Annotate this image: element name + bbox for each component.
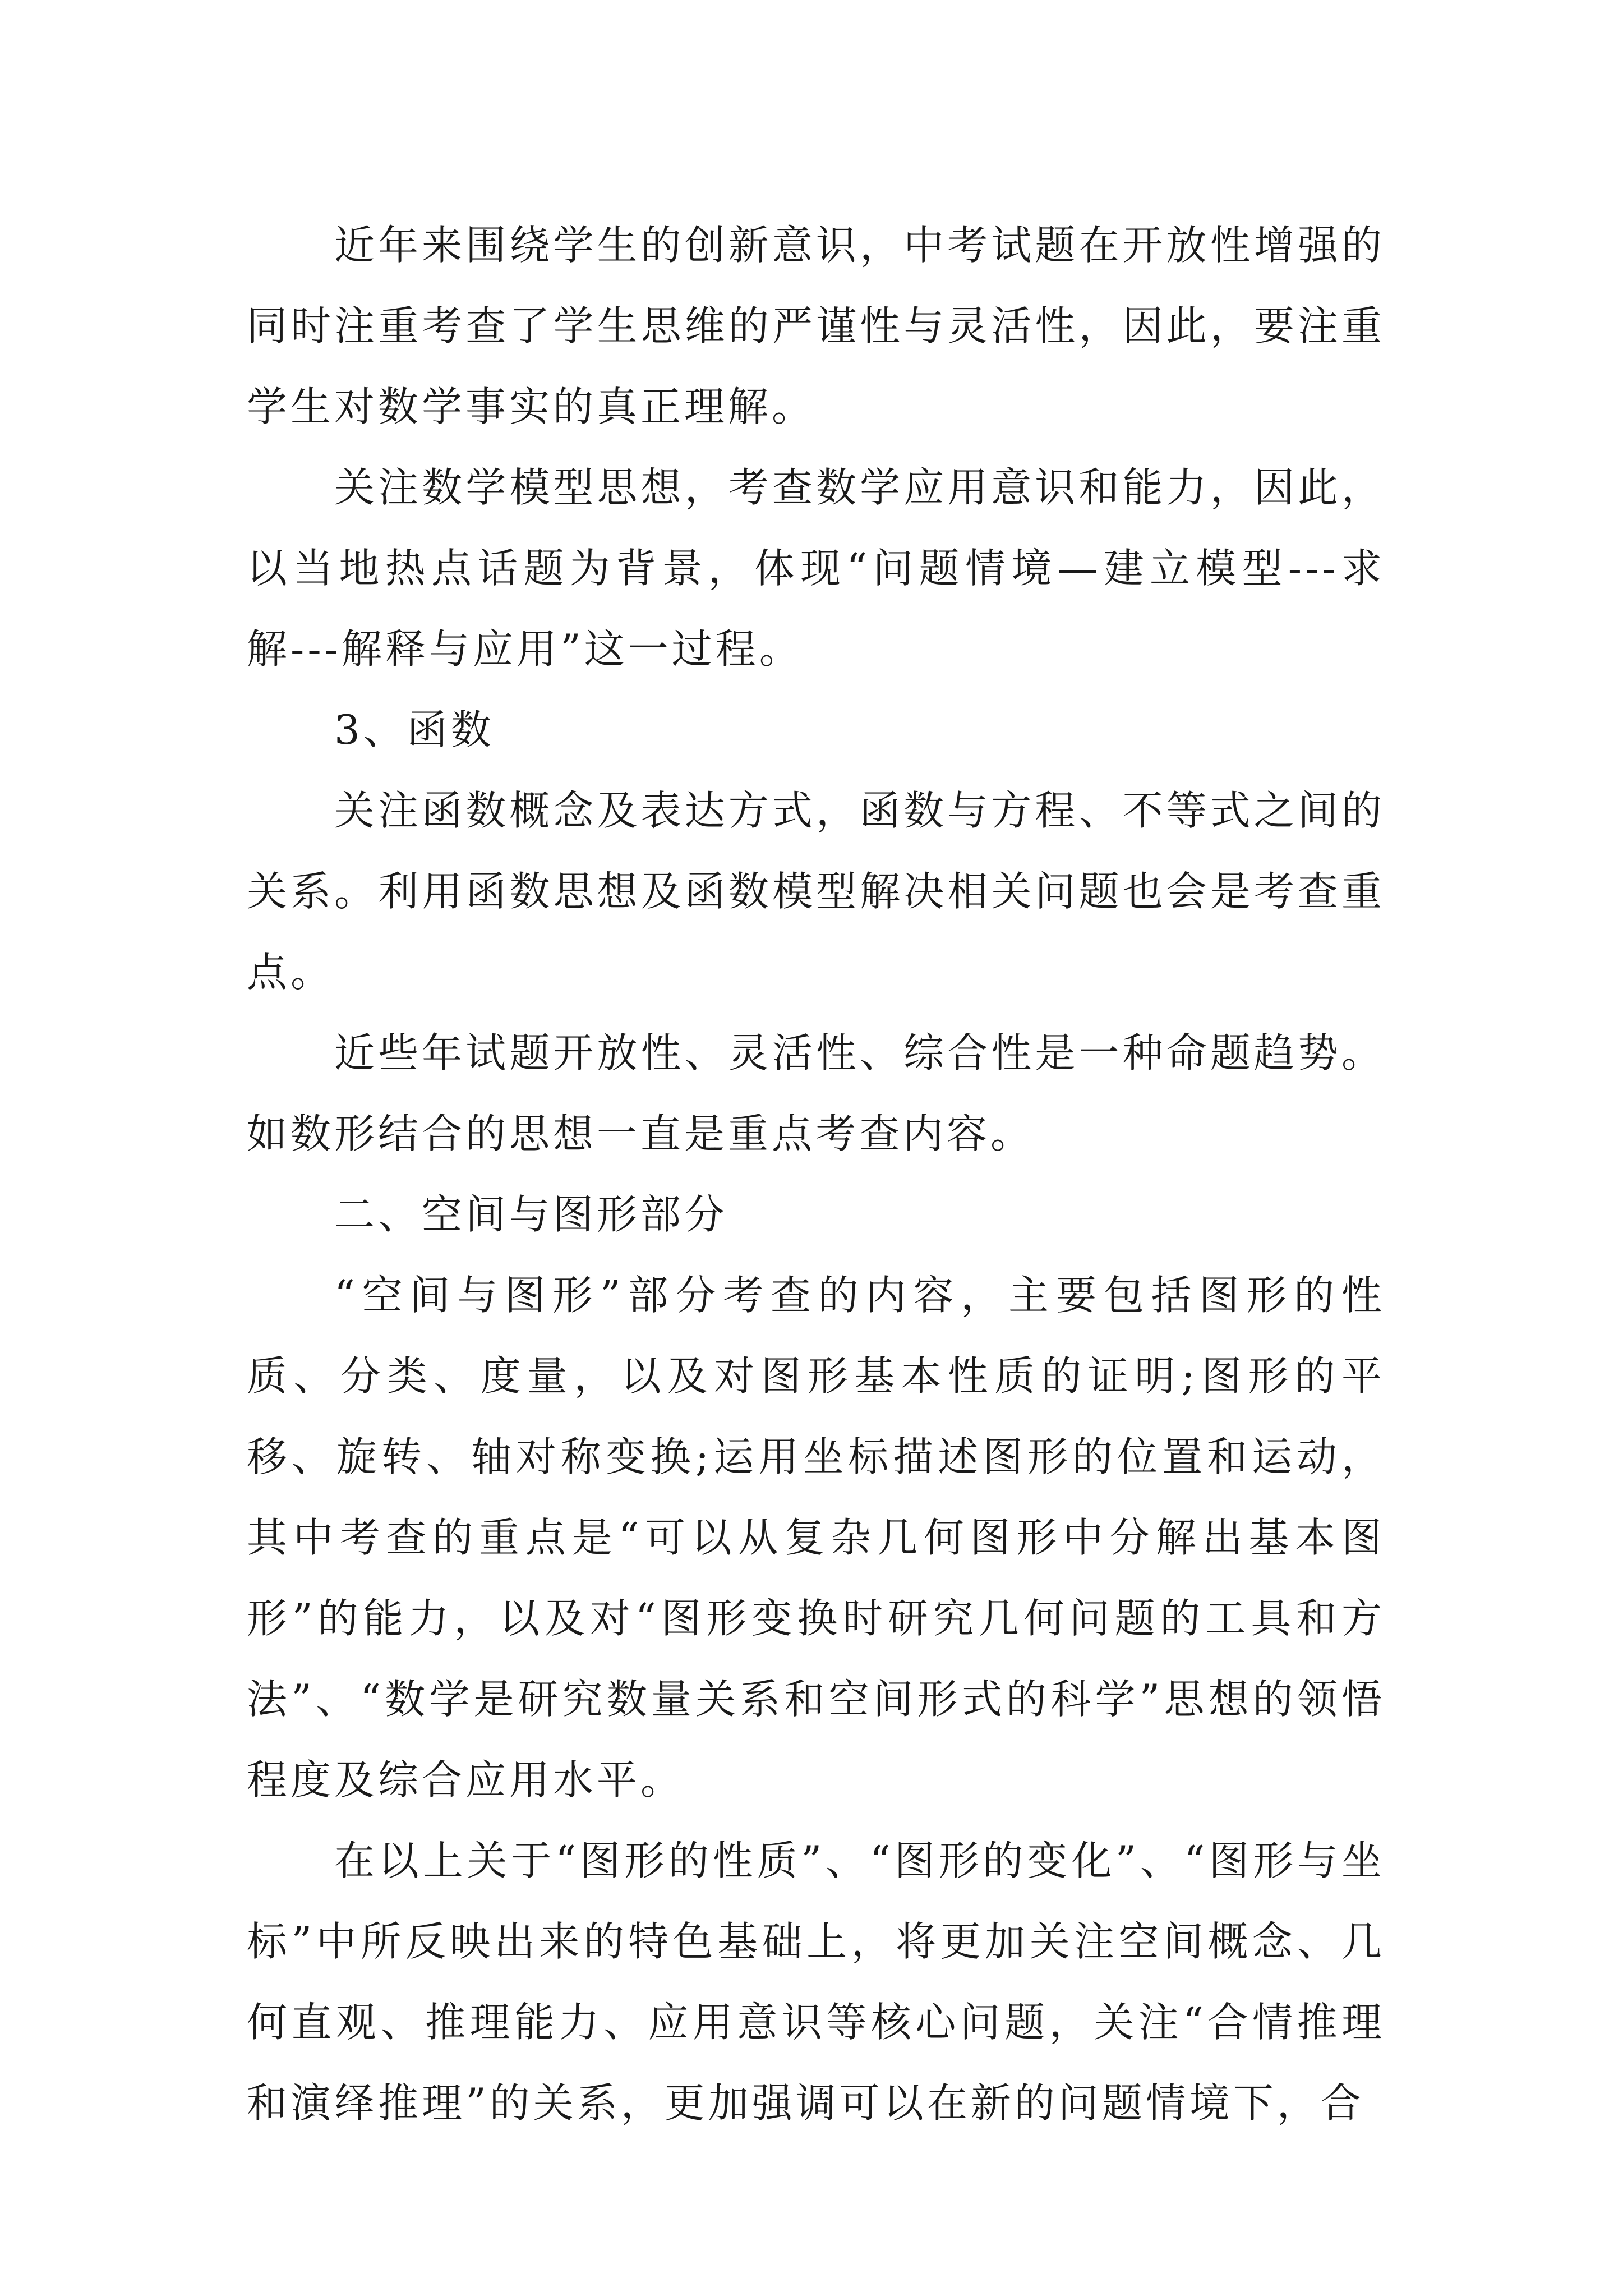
heading-space-and-shapes: 二、空间与图形部分 <box>334 1191 728 1238</box>
paragraph-math-model: 关注数学模型思想，考查数学应用意识和能力，因此，以当地热点话题为背景，体现“问题情境—建立模型---求解---解释与应用”这一过程。 <box>247 464 1385 673</box>
heading-functions: 3、函数 <box>334 706 495 753</box>
paragraph-core-issues: 在以上关于“图形的性质”、“图形的变化”、“图形与坐标”中所反映出来的特色基础上，将更加关注空间概念、几何直观、推理能力、应用意识等核心问题，关注“合情推理和演绎推理”的关系，更加强调可以在新的问题情境下，合 <box>247 1837 1385 2127</box>
paragraph-trends: 近些年试题开放性、灵活性、综合性是一种命题趋势。如数形结合的思想一直是重点考查内容。 <box>247 1029 1385 1157</box>
paragraph-function-concepts: 关注函数概念及表达方式，函数与方程、不等式之间的关系。利用函数思想及函数模型解决相关问题也会是考查重点。 <box>247 787 1385 996</box>
paragraph-innovation: 近年来围绕学生的创新意识，中考试题在开放性增强的同时注重考查了学生思维的严谨性与灵活性，因此，要注重学生对数学事实的真正理解。 <box>247 222 1385 430</box>
document-body <box>247 205 1385 2143</box>
paragraph-space-shapes-content: “空间与图形”部分考查的内容，主要包括图形的性质、分类、度量，以及对图形基本性质的证明;图形的平移、旋转、轴对称变换;运用坐标描述图形的位置和运动，其中考查的重点是“可以从复杂几何图形中分解出基本图形”的能力，以及对“图形变换时研究几何问题的工具和方法”、“数学是研究数量关系和空间形式的科学”思想的领悟程度及综合应用水平。 <box>247 1272 1385 1803</box>
